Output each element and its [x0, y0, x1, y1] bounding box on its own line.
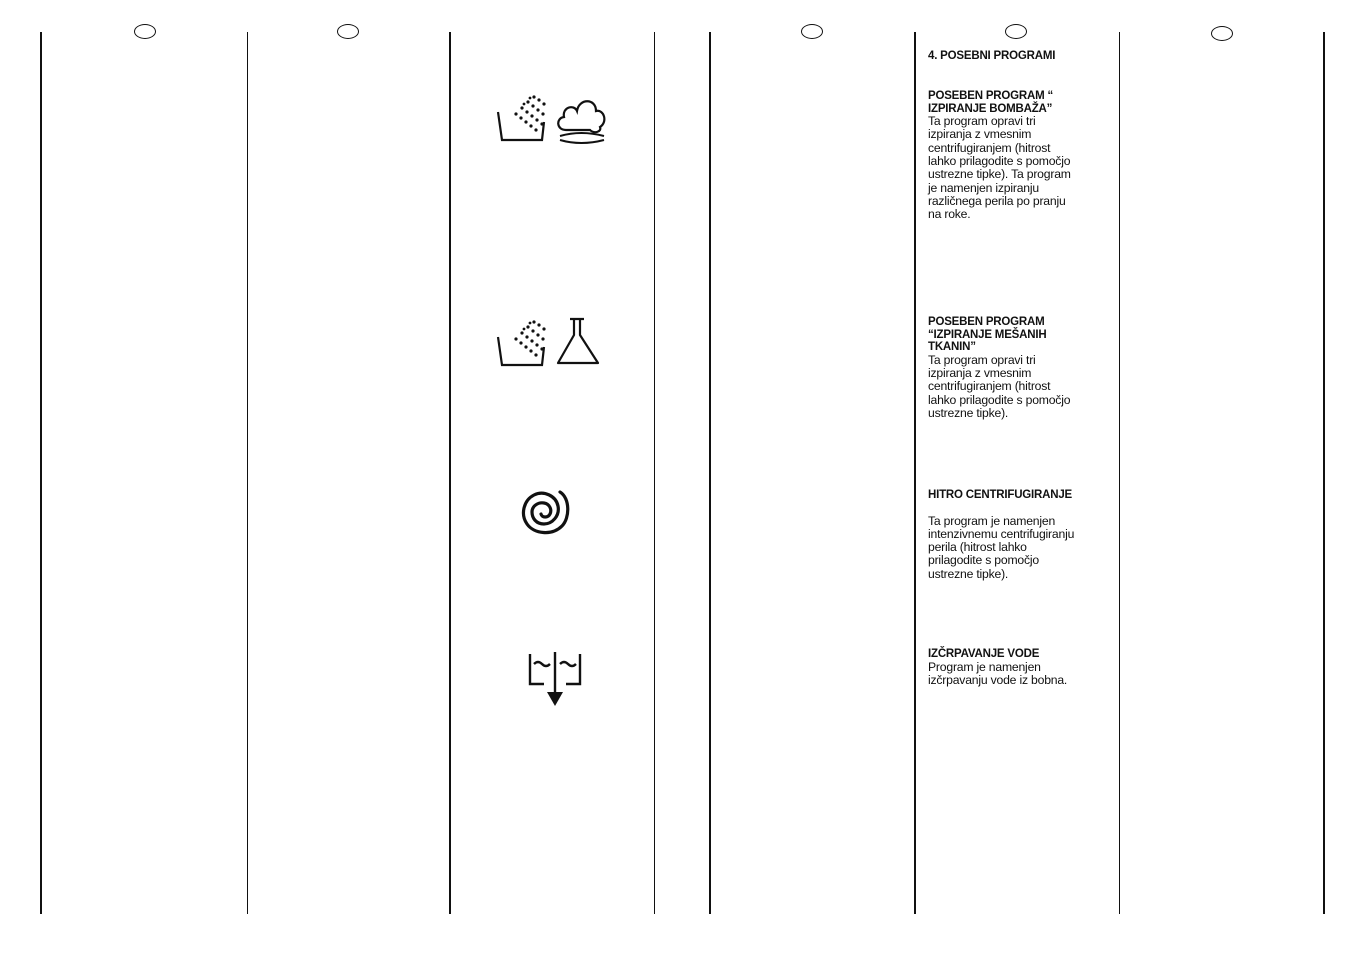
program-heading: HITRO CENTRIFUGIRANJE	[928, 489, 1073, 501]
column-divider-5	[709, 32, 711, 914]
program-description: Program je namenjen izčrpavanju vode iz bobna.	[928, 659, 1068, 687]
section-title: 4. POSEBNI PROGRAMI	[928, 50, 1056, 62]
column-divider-2	[247, 32, 248, 914]
program-description: Ta program je namenjen intenzivnemu centrifugiranju perila (hitrost lahko prilagodite s pomočjo ustrezne tipke).	[928, 513, 1075, 581]
language-oval-icon	[1005, 24, 1027, 39]
column-divider-1	[40, 32, 42, 914]
column-divider-6	[914, 32, 916, 914]
language-oval-icon	[1211, 26, 1233, 41]
spin-spiral-icon	[520, 488, 572, 538]
program-descriptions	[928, 50, 1108, 63]
column-divider-7	[1119, 32, 1120, 914]
rinse-cotton-icon	[494, 92, 612, 148]
column-divider-8	[1323, 32, 1325, 914]
language-oval-icon	[134, 24, 156, 39]
column-divider-4	[654, 32, 655, 914]
language-oval-icon	[337, 24, 359, 39]
column-divider-3	[449, 32, 451, 914]
program-description: Ta program opravi tri izpiranja z vmesnim centrifugiranjem (hitrost lahko prilagodite s pomočjo ustrezne tipke). Ta program je namenjen izpiranju različnega perila po pranju na roke.	[928, 114, 1071, 222]
rinse-synthetics-icon	[494, 315, 604, 371]
program-heading: IZČRPAVANJE VODE	[928, 648, 1040, 660]
drain-icon	[526, 650, 584, 708]
language-oval-icon	[801, 24, 823, 39]
program-description: Ta program opravi tri izpiranja z vmesnim centrifugiranjem (hitrost lahko prilagodite s pomočjo ustrezne tipke).	[928, 352, 1071, 420]
program-heading: POSEBEN PROGRAM “IZPIRANJE MEŠANIH TKANIN”	[928, 316, 1047, 354]
program-heading: POSEBEN PROGRAM “ IZPIRANJE BOMBAŽA”	[928, 90, 1054, 115]
